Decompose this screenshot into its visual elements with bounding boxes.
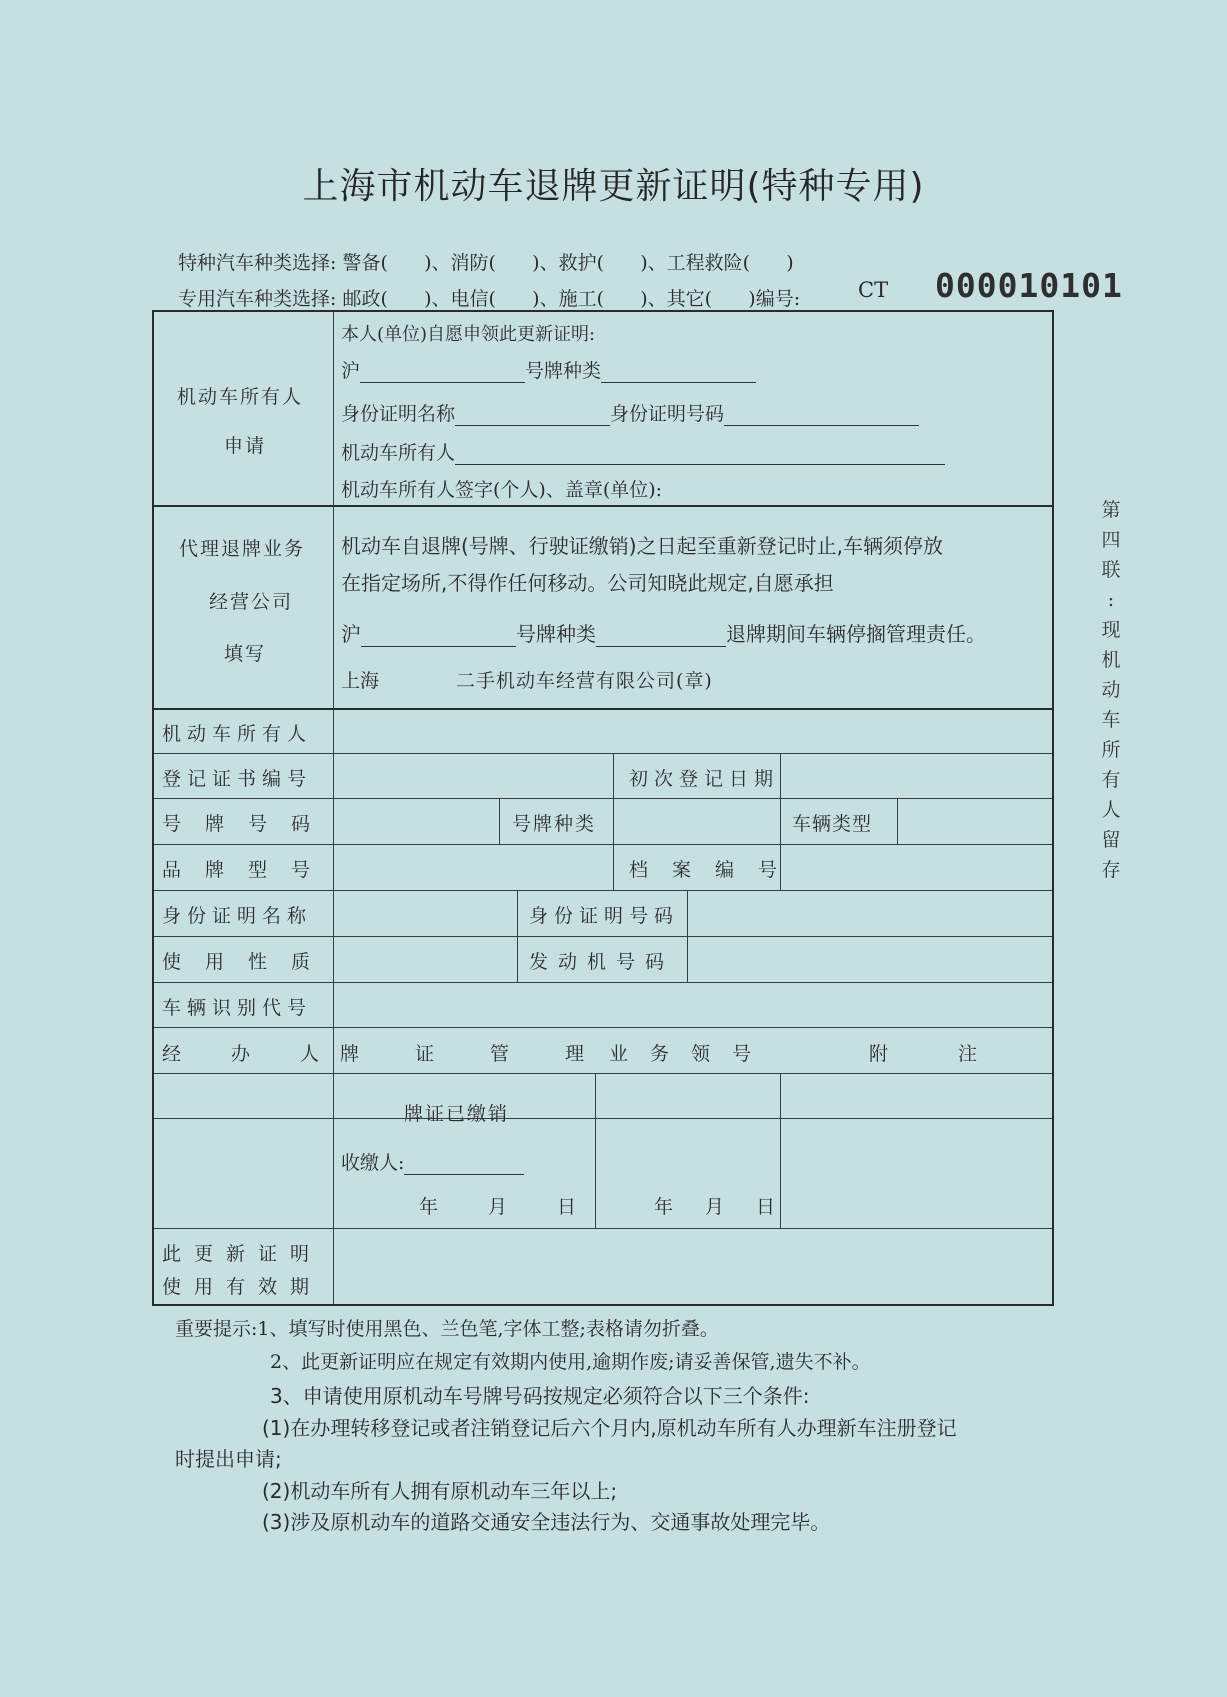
row-engine-no-label: 发动机号码 (529, 951, 675, 973)
row-file-no-label: 档案编号 (629, 859, 802, 881)
collector-line (341, 1148, 524, 1175)
owner-name-line (341, 438, 945, 465)
side-char: : (1107, 589, 1115, 611)
row-first-reg-date-label: 初次登记日期 (629, 768, 780, 790)
side-char: 四 (1101, 529, 1121, 551)
owner-name-blank[interactable] (455, 444, 945, 465)
note-6: (2)机动车所有人拥有原机动车三年以上; (262, 1479, 618, 1503)
certificate-form-table (152, 310, 1054, 1306)
row-vin-label: 车辆识别代号 (162, 997, 313, 1019)
copy-side-label (1098, 495, 1124, 885)
collector-label: 收缴人: (341, 1152, 405, 1174)
plate-cancelled-text: 牌证已缴销 (404, 1103, 510, 1125)
validity-label-2: 使用有效期 (162, 1276, 323, 1298)
serial-prefix: CT (858, 278, 889, 302)
agent-plate-type-label: 号牌种类 (516, 622, 596, 646)
agent-hu-prefix: 沪 (341, 622, 361, 646)
owner-id-name-blank[interactable] (455, 405, 610, 426)
business-day-label: 日 (756, 1196, 776, 1218)
row-brand-model-label: 品牌型号 (162, 859, 335, 881)
row-business-pickup-label: 业务领号 (609, 1043, 774, 1065)
agent-responsibility: 退牌期间车辆停搁管理责任。 (726, 622, 986, 646)
owner-id-line (341, 399, 919, 426)
owner-id-number-blank[interactable] (724, 405, 919, 426)
id-number-label: 身份证明号码 (610, 403, 725, 425)
owner-section-label-1: 机动车所有人 (177, 386, 304, 408)
note-7: (3)涉及原机动车的道路交通安全违法行为、交通事故处理完毕。 (262, 1510, 831, 1534)
row-cert-no-label: 登记证书编号 (162, 768, 313, 790)
note-3: 3、申请使用原机动车号牌号码按规定必须符合以下三个条件: (270, 1384, 810, 1408)
day-label: 日 (557, 1196, 577, 1218)
side-char: 人 (1101, 799, 1121, 821)
agent-section-label-1: 代理退牌业务 (179, 538, 306, 560)
owner-plate-line (341, 356, 756, 383)
side-char: 第 (1101, 499, 1121, 521)
agent-plate-type-blank[interactable] (596, 626, 726, 647)
side-char: 留 (1101, 829, 1121, 851)
row-usage-label: 使用性质 (162, 951, 335, 973)
side-char: 动 (1101, 679, 1121, 701)
row-owner-label: 机动车所有人 (162, 723, 313, 745)
agent-company-suffix: 二手机动车经营有限公司(章) (456, 670, 713, 692)
business-month-label: 月 (705, 1196, 725, 1218)
row-vehicle-type-label: 车辆类型 (792, 813, 873, 835)
agent-section-label-3: 填写 (224, 643, 267, 665)
row-id-number-label: 身份证明号码 (529, 905, 680, 927)
owner-signature-label: 机动车所有人签字(个人)、盖章(单位): (341, 479, 663, 501)
year-label: 年 (419, 1196, 439, 1218)
business-date (654, 1192, 775, 1219)
owner-label: 机动车所有人 (341, 442, 456, 464)
note-5: 时提出申请; (175, 1447, 282, 1471)
month-label: 月 (488, 1196, 508, 1218)
side-char: 存 (1101, 859, 1121, 881)
agent-plate-line (341, 618, 986, 647)
collector-blank[interactable] (404, 1154, 524, 1175)
plate-type-label: 号牌种类 (525, 360, 602, 382)
side-char: 机 (1101, 649, 1121, 671)
side-char: 有 (1101, 769, 1121, 791)
validity-label-1: 此更新证明 (162, 1243, 323, 1265)
agent-text-line-2: 在指定场所,不得作任何移动。公司知晓此规定,自愿承担 (341, 571, 834, 595)
agent-plate-blank[interactable] (361, 626, 516, 647)
dedicated-vehicle-type-line: 专用汽车种类选择: 邮政( )、电信( )、施工( )、其它( )编号: (178, 288, 801, 310)
plate-mgmt-date (419, 1192, 576, 1219)
owner-section-label-2: 申请 (224, 435, 267, 457)
note-2: 2、此更新证明应在规定有效期内使用,逾期作废;请妥善保管,遗失不补。 (270, 1351, 871, 1373)
hu-prefix: 沪 (341, 360, 361, 382)
owner-plate-blank[interactable] (360, 362, 525, 383)
row-plate-no-label: 号牌号码 (162, 813, 335, 835)
row-remarks-label: 附注 (869, 1043, 1048, 1065)
agent-section-label-2: 经营公司 (209, 591, 294, 613)
side-char: 所 (1101, 739, 1121, 761)
business-year-label: 年 (654, 1196, 674, 1218)
serial-number: 000010101 (935, 266, 1123, 305)
note-1: 重要提示:1、填写时使用黑色、兰色笔,字体工整;表格请勿折叠。 (175, 1318, 719, 1340)
row-plate-mgmt-label: 牌证管理 (340, 1043, 641, 1065)
row-id-name-label: 身份证明名称 (162, 905, 313, 927)
row-handler-label: 经办人 (162, 1043, 370, 1065)
owner-plate-type-blank[interactable] (601, 362, 756, 383)
side-char: 车 (1101, 709, 1121, 731)
side-char: 现 (1101, 619, 1121, 641)
row-plate-type-label: 号牌种类 (512, 813, 597, 835)
owner-declaration: 本人(单位)自愿申领此更新证明: (341, 324, 596, 345)
special-vehicle-type-line: 特种汽车种类选择: 警备( )、消防( )、救护( )、工程救险( ) (178, 252, 794, 274)
side-char: 联 (1101, 559, 1121, 581)
id-name-label: 身份证明名称 (341, 403, 456, 425)
form-title: 上海市机动车退牌更新证明(特种专用) (302, 166, 925, 207)
agent-company-prefix: 上海 (341, 670, 380, 692)
agent-text-line-1: 机动车自退牌(号牌、行驶证缴销)之日起至重新登记时止,车辆须停放 (341, 534, 943, 558)
note-4: (1)在办理转移登记或者注销登记后六个月内,原机动车所有人办理新车注册登记 (262, 1416, 957, 1440)
